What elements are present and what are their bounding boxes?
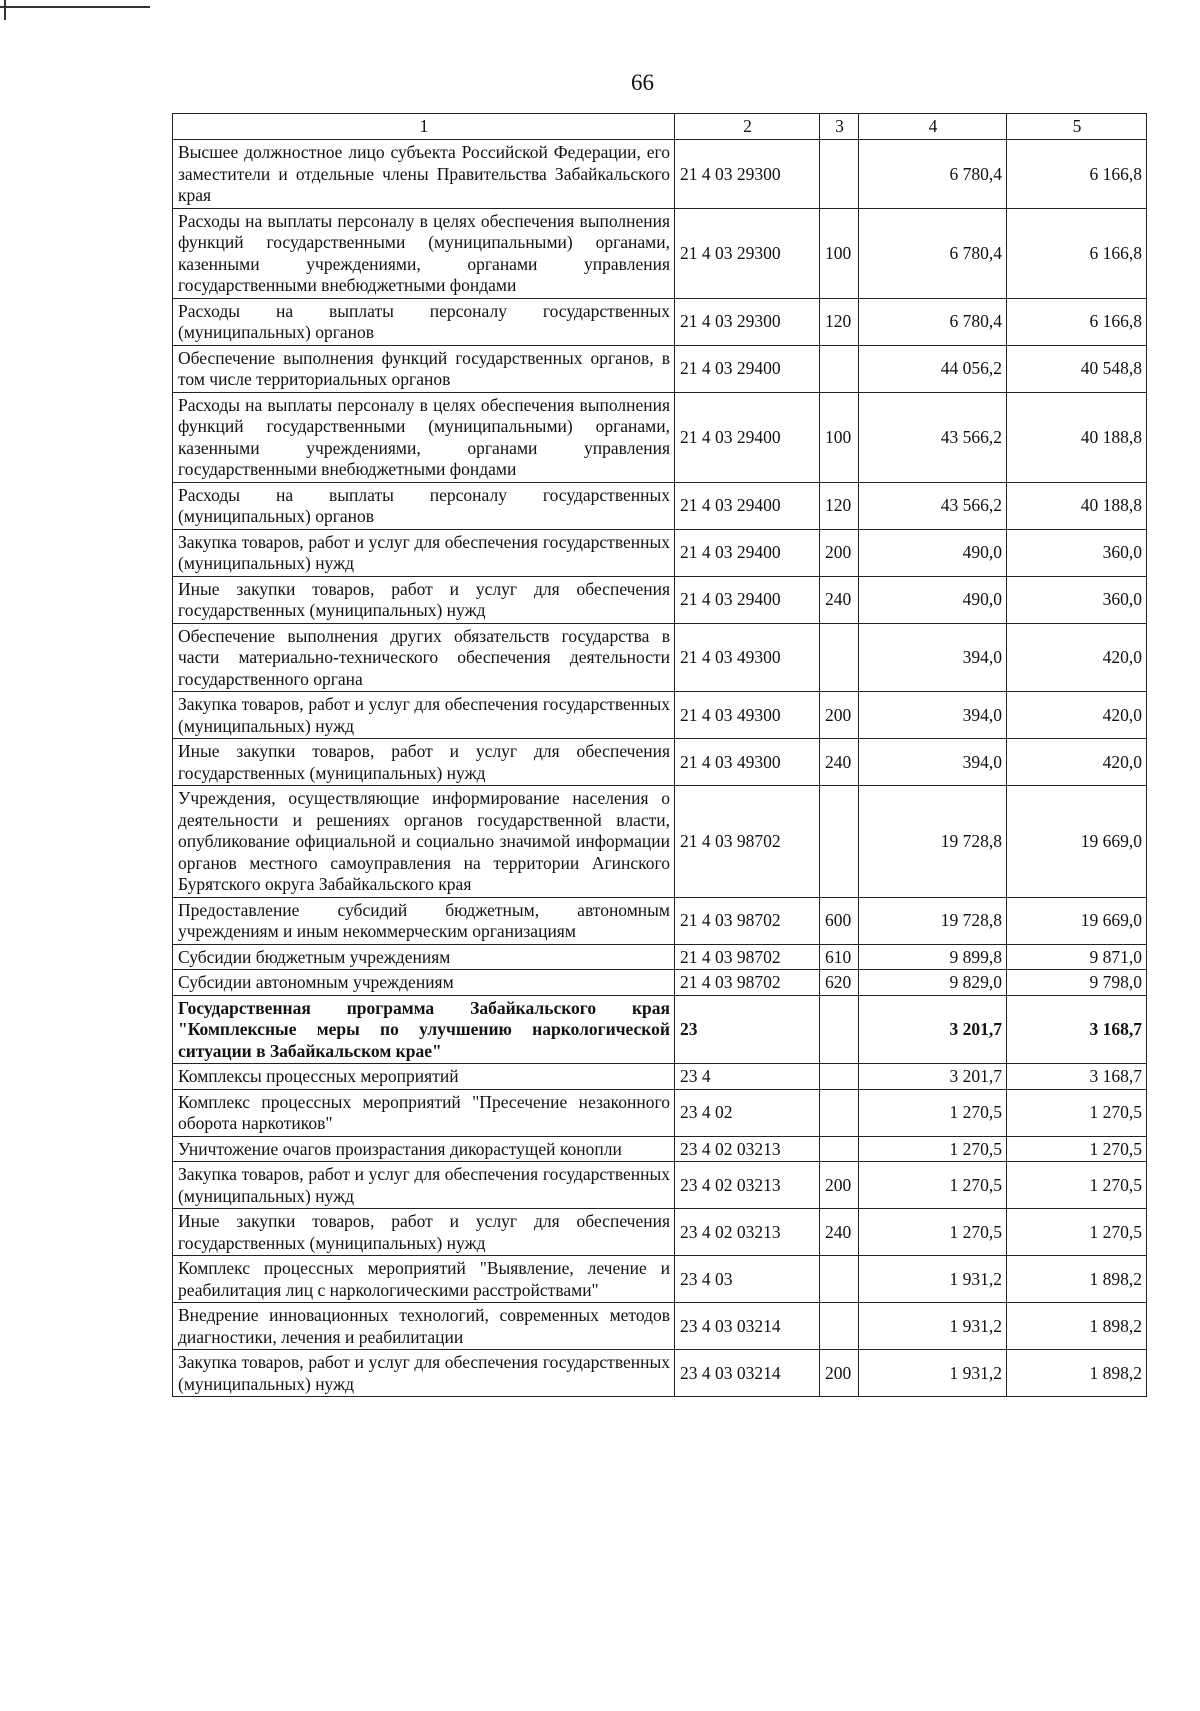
row-amount-col5-cell: 3 168,7 (1007, 995, 1147, 1064)
header-col-5: 5 (1007, 114, 1147, 140)
table-row (173, 786, 1147, 898)
row-amount-col4-cell: 6 780,4 (859, 298, 1007, 345)
table-row (173, 1209, 1147, 1256)
table-row (173, 1256, 1147, 1303)
row-expense-type-cell (820, 623, 859, 692)
table-row (173, 1089, 1147, 1136)
row-amount-col5-cell: 1 270,5 (1007, 1209, 1147, 1256)
scan-corner-mark-vertical (4, 0, 6, 20)
row-amount-col4-cell: 1 270,5 (859, 1136, 1007, 1162)
row-expense-type-cell: 610 (820, 944, 859, 970)
row-code-cell: 23 (675, 995, 820, 1064)
row-name-cell: Обеспечение выполнения функций государственных органов, в том числе территориальных органов (173, 345, 675, 392)
row-amount-col5-cell: 1 270,5 (1007, 1136, 1147, 1162)
row-amount-col4-cell: 6 780,4 (859, 208, 1007, 298)
row-name-cell: Расходы на выплаты персоналу в целях обеспечения выполнения функций государственными (муниципальными) органами, казенными учреждениями, органами управления государственными внебюджетными фондами (173, 208, 675, 298)
row-amount-col5-cell: 420,0 (1007, 623, 1147, 692)
table-header-row (173, 114, 1147, 140)
row-name-cell: Государственная программа Забайкальского края "Комплексные меры по улучшению наркологической ситуации в Забайкальском крае" (173, 995, 675, 1064)
row-amount-col5-cell: 420,0 (1007, 692, 1147, 739)
table-row (173, 1350, 1147, 1397)
row-expense-type-cell: 100 (820, 392, 859, 482)
table-row (173, 208, 1147, 298)
row-amount-col4-cell: 394,0 (859, 692, 1007, 739)
row-name-cell: Иные закупки товаров, работ и услуг для обеспечения государственных (муниципальных) нужд (173, 1209, 675, 1256)
row-amount-col4-cell: 19 728,8 (859, 897, 1007, 944)
row-amount-col4-cell: 19 728,8 (859, 786, 1007, 898)
table-row (173, 995, 1147, 1064)
row-code-cell: 21 4 03 29400 (675, 345, 820, 392)
budget-table (172, 113, 1147, 1397)
header-col-2: 2 (675, 114, 820, 140)
row-expense-type-cell: 120 (820, 482, 859, 529)
row-code-cell: 23 4 (675, 1064, 820, 1090)
row-name-cell: Уничтожение очагов произрастания дикорастущей конопли (173, 1136, 675, 1162)
table-row (173, 1303, 1147, 1350)
row-expense-type-cell: 200 (820, 529, 859, 576)
row-name-cell: Высшее должностное лицо субъекта Российской Федерации, его заместители и отдельные члены Правительства Забайкальского края (173, 140, 675, 209)
row-amount-col4-cell: 44 056,2 (859, 345, 1007, 392)
row-amount-col4-cell: 43 566,2 (859, 482, 1007, 529)
row-amount-col4-cell: 43 566,2 (859, 392, 1007, 482)
row-code-cell: 21 4 03 98702 (675, 786, 820, 898)
table-row (173, 970, 1147, 996)
row-expense-type-cell: 600 (820, 897, 859, 944)
row-expense-type-cell (820, 1064, 859, 1090)
row-code-cell: 21 4 03 98702 (675, 970, 820, 996)
row-code-cell: 21 4 03 29400 (675, 392, 820, 482)
row-amount-col4-cell: 490,0 (859, 529, 1007, 576)
row-amount-col4-cell: 3 201,7 (859, 995, 1007, 1064)
row-code-cell: 21 4 03 98702 (675, 944, 820, 970)
table-row (173, 482, 1147, 529)
row-code-cell: 23 4 02 (675, 1089, 820, 1136)
row-code-cell: 21 4 03 29400 (675, 576, 820, 623)
header-col-1: 1 (173, 114, 675, 140)
row-amount-col5-cell: 6 166,8 (1007, 140, 1147, 209)
row-expense-type-cell (820, 1256, 859, 1303)
row-name-cell: Закупка товаров, работ и услуг для обеспечения государственных (муниципальных) нужд (173, 692, 675, 739)
row-amount-col4-cell: 1 931,2 (859, 1303, 1007, 1350)
table-row (173, 345, 1147, 392)
row-amount-col4-cell: 1 931,2 (859, 1256, 1007, 1303)
row-expense-type-cell (820, 995, 859, 1064)
table-row (173, 140, 1147, 209)
row-name-cell: Внедрение инновационных технологий, современных методов диагностики, лечения и реабилитации (173, 1303, 675, 1350)
row-code-cell: 23 4 02 03213 (675, 1209, 820, 1256)
row-amount-col5-cell: 40 188,8 (1007, 392, 1147, 482)
row-expense-type-cell: 200 (820, 1350, 859, 1397)
table-body (173, 140, 1147, 1397)
row-expense-type-cell (820, 786, 859, 898)
row-code-cell: 21 4 03 98702 (675, 897, 820, 944)
row-expense-type-cell: 100 (820, 208, 859, 298)
row-amount-col5-cell: 6 166,8 (1007, 208, 1147, 298)
row-amount-col4-cell: 1 270,5 (859, 1209, 1007, 1256)
row-name-cell: Закупка товаров, работ и услуг для обеспечения государственных (муниципальных) нужд (173, 1350, 675, 1397)
row-amount-col5-cell: 1 270,5 (1007, 1162, 1147, 1209)
row-amount-col4-cell: 1 931,2 (859, 1350, 1007, 1397)
row-name-cell: Субсидии автономным учреждениям (173, 970, 675, 996)
row-amount-col5-cell: 1 898,2 (1007, 1350, 1147, 1397)
row-amount-col5-cell: 360,0 (1007, 576, 1147, 623)
row-name-cell: Иные закупки товаров, работ и услуг для обеспечения государственных (муниципальных) нужд (173, 576, 675, 623)
row-amount-col4-cell: 394,0 (859, 623, 1007, 692)
row-expense-type-cell: 240 (820, 1209, 859, 1256)
row-code-cell: 23 4 03 03214 (675, 1303, 820, 1350)
row-amount-col5-cell: 19 669,0 (1007, 786, 1147, 898)
row-name-cell: Расходы на выплаты персоналу государственных (муниципальных) органов (173, 298, 675, 345)
table-row (173, 623, 1147, 692)
table-row (173, 897, 1147, 944)
row-expense-type-cell (820, 1089, 859, 1136)
row-amount-col5-cell: 420,0 (1007, 739, 1147, 786)
row-expense-type-cell (820, 1303, 859, 1350)
table-row (173, 1136, 1147, 1162)
row-expense-type-cell: 620 (820, 970, 859, 996)
row-amount-col4-cell: 9 899,8 (859, 944, 1007, 970)
row-amount-col5-cell: 1 898,2 (1007, 1256, 1147, 1303)
row-expense-type-cell (820, 1136, 859, 1162)
row-amount-col4-cell: 6 780,4 (859, 140, 1007, 209)
row-expense-type-cell: 120 (820, 298, 859, 345)
row-amount-col4-cell: 1 270,5 (859, 1162, 1007, 1209)
row-code-cell: 23 4 02 03213 (675, 1162, 820, 1209)
row-code-cell: 21 4 03 49300 (675, 692, 820, 739)
row-name-cell: Закупка товаров, работ и услуг для обеспечения государственных (муниципальных) нужд (173, 529, 675, 576)
row-name-cell: Комплекс процессных мероприятий "Пресечение незаконного оборота наркотиков" (173, 1089, 675, 1136)
table-row (173, 944, 1147, 970)
row-expense-type-cell: 240 (820, 576, 859, 623)
row-code-cell: 23 4 02 03213 (675, 1136, 820, 1162)
row-amount-col5-cell: 6 166,8 (1007, 298, 1147, 345)
row-amount-col5-cell: 40 188,8 (1007, 482, 1147, 529)
table-row (173, 576, 1147, 623)
row-name-cell: Предоставление субсидий бюджетным, автономным учреждениям и иным некоммерческим организациям (173, 897, 675, 944)
row-code-cell: 21 4 03 29300 (675, 140, 820, 209)
row-name-cell: Комплексы процессных мероприятий (173, 1064, 675, 1090)
row-amount-col5-cell: 3 168,7 (1007, 1064, 1147, 1090)
row-code-cell: 21 4 03 29400 (675, 529, 820, 576)
row-amount-col4-cell: 1 270,5 (859, 1089, 1007, 1136)
row-amount-col4-cell: 490,0 (859, 576, 1007, 623)
row-code-cell: 23 4 03 03214 (675, 1350, 820, 1397)
row-code-cell: 21 4 03 49300 (675, 623, 820, 692)
row-amount-col4-cell: 394,0 (859, 739, 1007, 786)
row-name-cell: Субсидии бюджетным учреждениям (173, 944, 675, 970)
row-amount-col5-cell: 19 669,0 (1007, 897, 1147, 944)
row-amount-col5-cell: 360,0 (1007, 529, 1147, 576)
scan-corner-mark (0, 6, 150, 8)
table-row (173, 1064, 1147, 1090)
row-name-cell: Закупка товаров, работ и услуг для обеспечения государственных (муниципальных) нужд (173, 1162, 675, 1209)
table-row (173, 739, 1147, 786)
row-code-cell: 21 4 03 49300 (675, 739, 820, 786)
row-expense-type-cell: 200 (820, 692, 859, 739)
header-col-4: 4 (859, 114, 1007, 140)
row-amount-col5-cell: 9 798,0 (1007, 970, 1147, 996)
row-name-cell: Расходы на выплаты персоналу государственных (муниципальных) органов (173, 482, 675, 529)
row-expense-type-cell: 240 (820, 739, 859, 786)
row-code-cell: 21 4 03 29300 (675, 208, 820, 298)
table-row (173, 298, 1147, 345)
row-expense-type-cell (820, 140, 859, 209)
row-code-cell: 21 4 03 29300 (675, 298, 820, 345)
row-name-cell: Расходы на выплаты персоналу в целях обеспечения выполнения функций государственными (муниципальными) органами, казенными учреждениями, органами управления государственными внебюджетными фондами (173, 392, 675, 482)
table-row (173, 1162, 1147, 1209)
header-col-3: 3 (820, 114, 859, 140)
row-name-cell: Иные закупки товаров, работ и услуг для обеспечения государственных (муниципальных) нужд (173, 739, 675, 786)
table-row (173, 392, 1147, 482)
row-amount-col5-cell: 1 898,2 (1007, 1303, 1147, 1350)
row-expense-type-cell (820, 345, 859, 392)
row-name-cell: Комплекс процессных мероприятий "Выявление, лечение и реабилитация лиц с наркологическими расстройствами" (173, 1256, 675, 1303)
row-name-cell: Обеспечение выполнения других обязательств государства в части материально-технического обеспечения деятельности государственного органа (173, 623, 675, 692)
row-amount-col5-cell: 9 871,0 (1007, 944, 1147, 970)
table-row (173, 529, 1147, 576)
row-amount-col5-cell: 1 270,5 (1007, 1089, 1147, 1136)
table-row (173, 692, 1147, 739)
row-code-cell: 23 4 03 (675, 1256, 820, 1303)
page-number: 66 (631, 70, 654, 95)
row-code-cell: 21 4 03 29400 (675, 482, 820, 529)
row-name-cell: Учреждения, осуществляющие информирование населения о деятельности и решениях органов государственной власти, опубликование официальной и социально значимой информации органов местного самоуправления на территории Агинского Бурятского округа Забайкальского края (173, 786, 675, 898)
row-amount-col5-cell: 40 548,8 (1007, 345, 1147, 392)
row-amount-col4-cell: 9 829,0 (859, 970, 1007, 996)
row-amount-col4-cell: 3 201,7 (859, 1064, 1007, 1090)
row-expense-type-cell: 200 (820, 1162, 859, 1209)
